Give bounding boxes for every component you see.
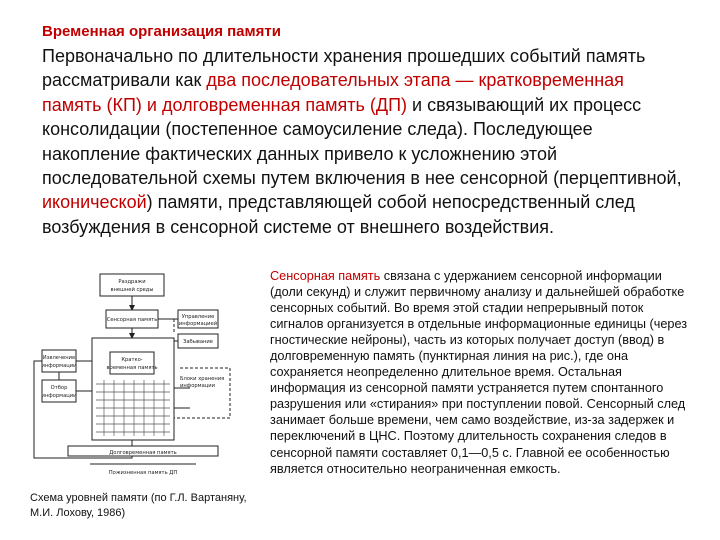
svg-text:Извлечение: Извлечение <box>42 355 76 361</box>
svg-text:Управление: Управление <box>181 314 215 320</box>
figure-caption: Схема уровней памяти (по Г.Л. Вартаняну, М.И. Лохову, 1986) <box>30 492 247 519</box>
memory-levels-diagram <box>30 268 255 483</box>
intro-highlight-stages: два последовательных этапа — кратковременная память (КП) и долговременная память (ДП) <box>42 70 624 115</box>
intro-text-3: ) памяти, представляющей собой непосредственный след возбуждения в сенсорной системе от внешнего воздействия. <box>42 192 635 237</box>
sensory-memory-description: связана с удержанием сенсорной информации (доли секунд) и служит первичному анализу и дальнейшей обработке сенсорных событий. Во время этой стадии непрерывный поток сигналов организуется в отдельные информационные единицы (через гностические нейроны), часть из которых получает доступ (ввод) в долговременную память (пунктирная линия на рис.), где она сохраняется неопределенно длительное время. Остальная информация из сенсорной памяти устраняется путем спонтанного разрушения или «стирания» при поступлении повой. Сенсорный след занимает больше времени, чем само воздействие, из-за задержек и переключений в ЦНС. Поэтому длительность сохранения следов в сенсорной памяти составляет 0,1—0,5 с. Главной ее особенностью является относительно неограниченная емкость. <box>270 269 688 476</box>
label-sensory: Сенсорная память <box>106 317 158 323</box>
label-forgetting: Забывание <box>183 339 213 345</box>
svg-text:информации: информации <box>41 363 77 369</box>
intro-highlight-iconic: иконической <box>42 192 147 213</box>
svg-text:информации: информации <box>41 393 77 399</box>
intro-paragraph <box>42 44 682 239</box>
svg-text:временная память: временная память <box>106 365 158 371</box>
svg-text:Блоки хранения: Блоки хранения <box>180 376 225 382</box>
sensory-memory-term: Сенсорная память <box>270 269 381 283</box>
label-stimuli: Раздражи <box>118 279 146 285</box>
label-long-term: Долговременная память <box>109 450 177 456</box>
slide-title: Временная организация памяти <box>42 23 281 40</box>
intro-text-2: и связывающий их процесс консолидации (постепенное самоусиление следа). Последующее накопление фактических данных привело к усложнению этой последовательной схемы путем включения в нее сенсорной (перцептивной, <box>42 94 682 189</box>
svg-text:информацией: информацией <box>178 321 218 327</box>
svg-text:Отбор: Отбор <box>50 385 68 391</box>
diagram-svg <box>30 268 255 483</box>
svg-text:внешней среды: внешней среды <box>110 287 154 293</box>
intro-text-1: Первоначально по длительности хранения прошедших событий память рассматривали как <box>42 46 646 91</box>
svg-text:Кратко-: Кратко- <box>121 357 143 363</box>
sensory-memory-paragraph <box>270 268 695 477</box>
label-permanent: Пожизненная память ДП <box>108 470 178 476</box>
svg-text:информации: информации <box>180 383 216 389</box>
